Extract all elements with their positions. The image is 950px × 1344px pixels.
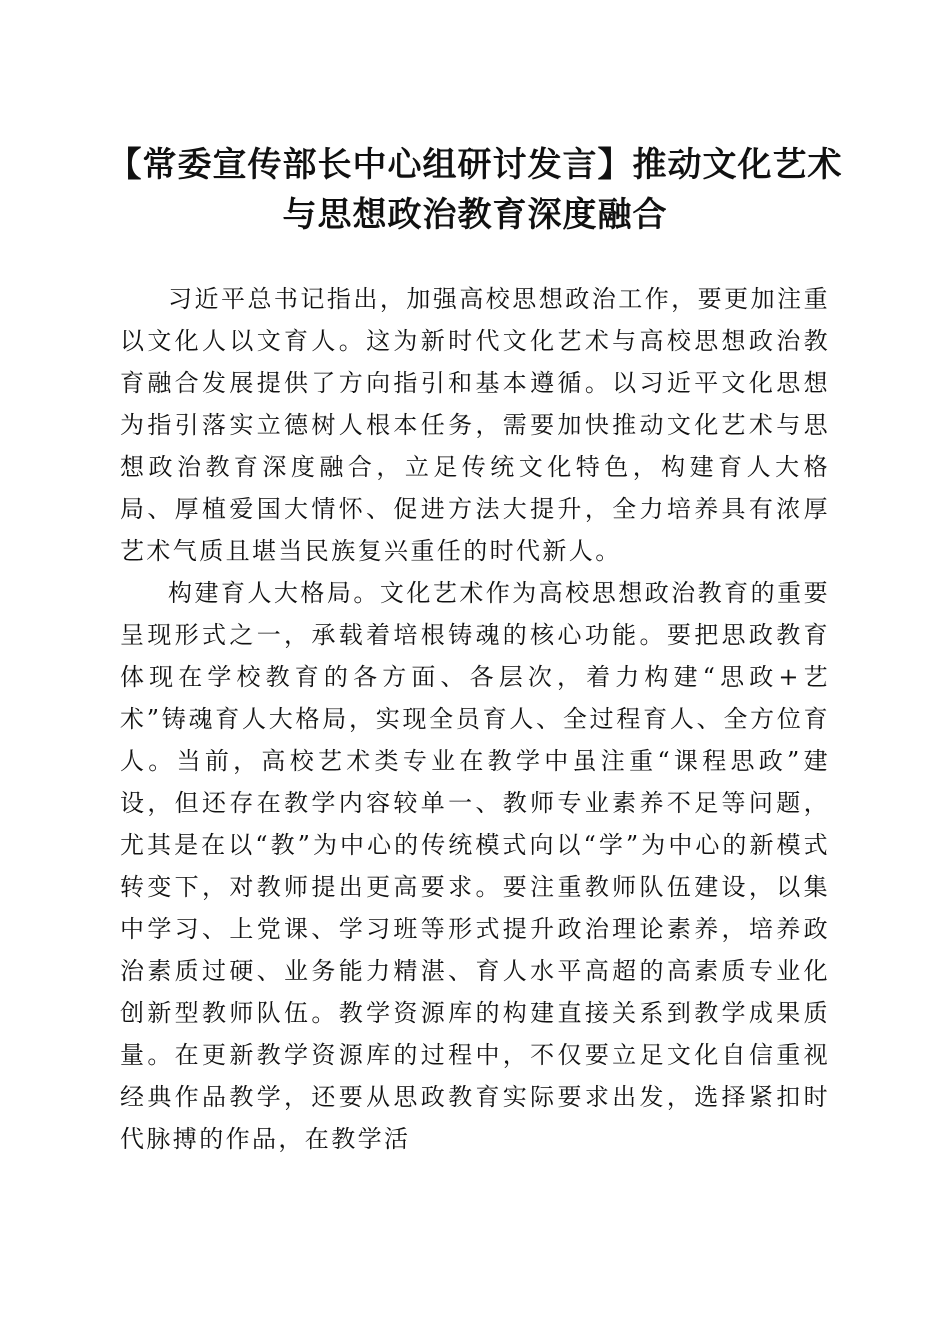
paragraph-intro: 习近平总书记指出，加强高校思想政治工作，要更加注重以文化人以文育人。这为新时代文化艺术与高校思想政治教育融合发展提供了方向指引和基本遵循。以习近平文化思想为指引落实立德树人根本任务，需要加快推动文化艺术与思想政治教育深度融合，立足传统文化特色，构建育人大格局、厚植爱国大情怀、促进方法大提升，全力培养具有浓厚艺术气质且堪当民族复兴重任的时代新人。 — [120, 285, 830, 565]
document-body — [120, 278, 830, 1160]
document-title: 【常委宣传部长中心组研讨发言】推动文化艺术与思想政治教育深度融合 — [107, 145, 843, 235]
paragraph-education-pattern: 构建育人大格局。文化艺术作为高校思想政治教育的重要呈现形式之一，承载着培根铸魂的核心功能。要把思政教育体现在学校教育的各方面、各层次，着力构建“思政+艺术”铸魂育人大格局，实现全员育人、全过程育人、全方位育人。当前，高校艺术类专业在教学中虽注重“课程思政”建设，但还存在教学内容较单一、教师专业素养不足等问题，尤其是在以“教”为中心的传统模式向以“学”为中心的新模式转变下，对教师提出更高要求。要注重教师队伍建设，以集中学习、上党课、学习班等形式提升政治理论素养，培养政治素质过硬、业务能力精湛、育人水平高超的高素质专业化创新型教师队伍。教学资源库的构建直接关系到教学成果质量。在更新教学资源库的过程中，不仅要立足文化自信重视经典作品教学，还要从思政教育实际要求出发，选择紧扣时代脉搏的作品，在教学活 — [120, 579, 830, 1153]
